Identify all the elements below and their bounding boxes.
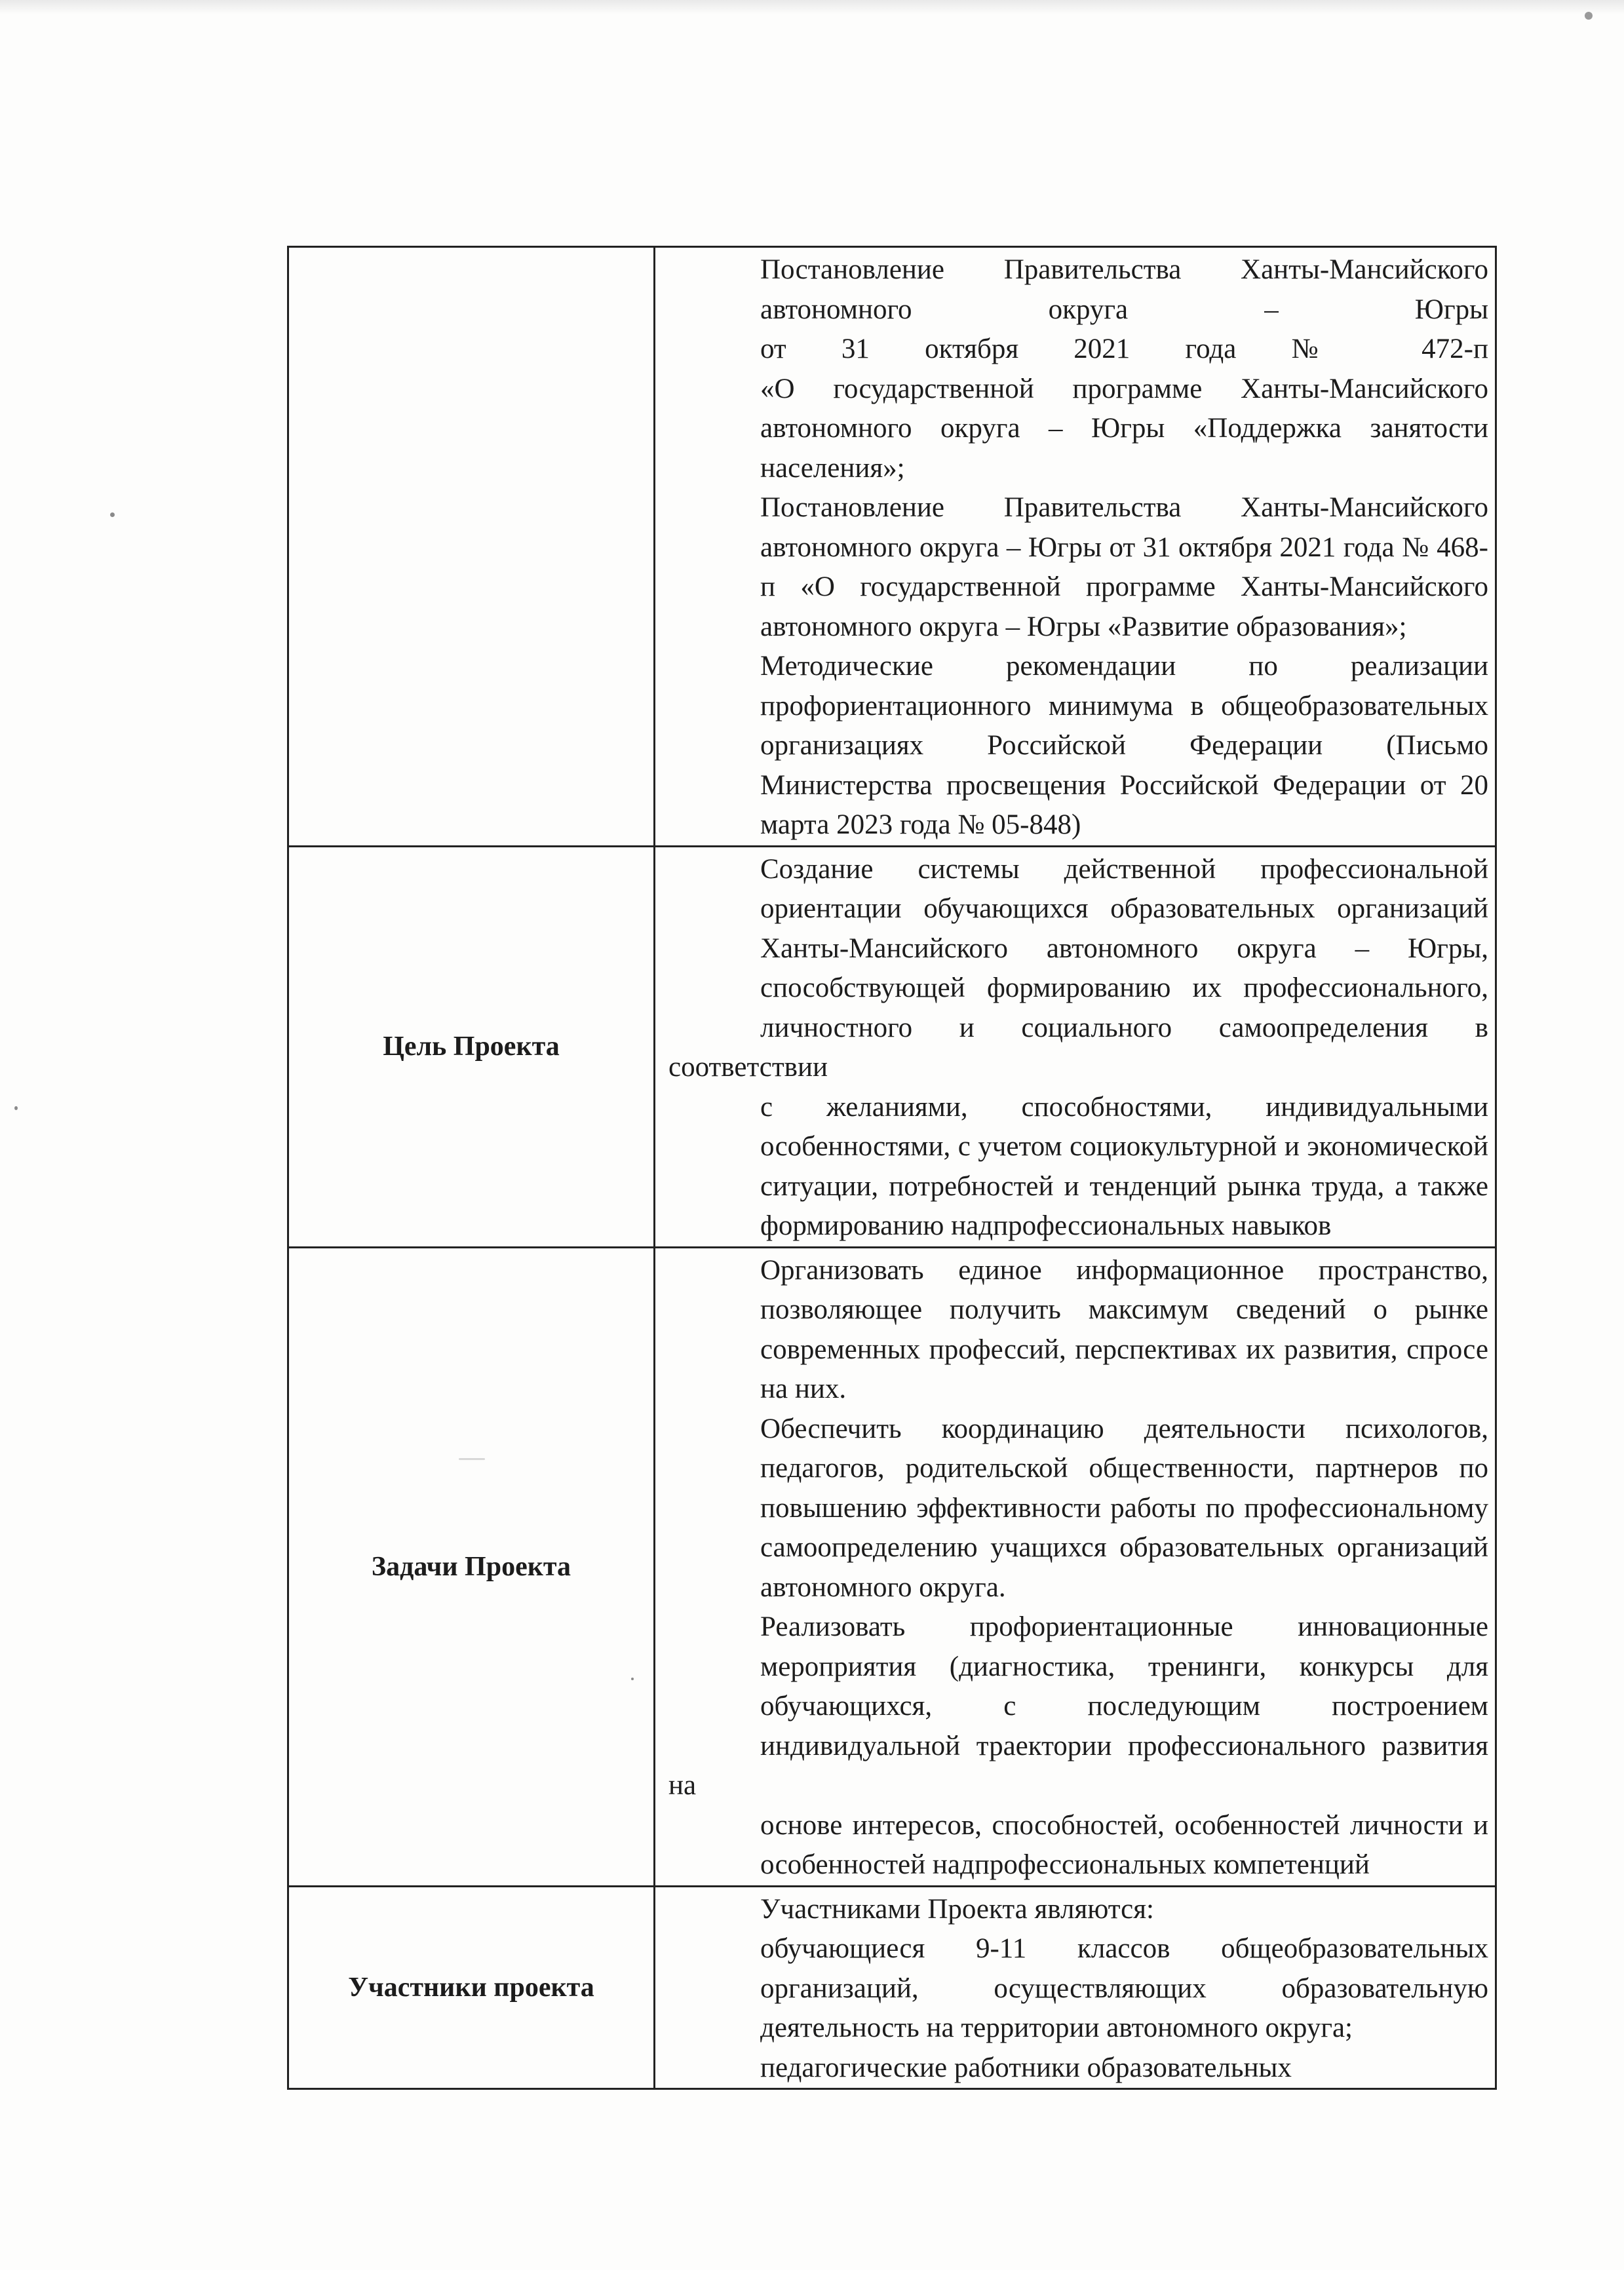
row-content-cell [655, 1886, 1496, 2089]
scan-speck [1585, 12, 1593, 20]
text-line: деятельность на территории автономного округа; [760, 2012, 1353, 2043]
row-content-cell [655, 1247, 1496, 1886]
text-line: современных профессий, перспективах их развития, спросе [760, 1334, 1488, 1365]
content-paragraph [668, 850, 1488, 1246]
text-line: особенностей надпрофессиональных компетенций [760, 1849, 1370, 1880]
scan-top-edge [0, 0, 1624, 14]
row-label: Цель Проекта [383, 1031, 560, 1062]
text-line: организациях Российской Федерации (Письмо [760, 730, 1488, 761]
text-line: индивидуальной траектории профессионального развития на [668, 1730, 1488, 1801]
text-line: формированию надпрофессиональных навыков [760, 1210, 1332, 1241]
table-row [288, 1886, 1496, 2089]
text-line: автономного округа – Югры «Поддержка занятости [760, 413, 1488, 444]
text-line: Министерства просвещения Российской Федерации от 20 [760, 769, 1488, 801]
content-paragraph [668, 647, 1488, 845]
text-line: способствующей формированию их профессионального, [760, 972, 1488, 1003]
row-label-cell [288, 1247, 655, 1886]
text-line: основе интересов, способностей, особенностей личности и [760, 1809, 1488, 1841]
text-line: населения»; [760, 452, 905, 484]
text-line: мероприятия (диагностика, тренинги, конкурсы для [760, 1651, 1488, 1682]
text-line: «О государственной программе Ханты-Мансийского [760, 373, 1488, 404]
row-label-cell [288, 1886, 655, 2089]
text-line: Организовать единое информационное пространство, [760, 1254, 1488, 1286]
text-line: Обеспечить координацию деятельности психологов, [760, 1413, 1488, 1444]
row-label-cell [288, 247, 655, 847]
content-paragraph [668, 250, 1488, 488]
content-paragraph [668, 2049, 1488, 2088]
text-line: ориентации обучающихся образовательных организаций [760, 893, 1488, 924]
text-line: обучающиеся 9-11 классов общеобразовательных [760, 1933, 1488, 1964]
text-line: с желаниями, способностями, индивидуальными [760, 1091, 1488, 1123]
text-line: личностного и социального самоопределения в соответствии [668, 1012, 1488, 1083]
text-line: Участниками Проекта являются: [760, 1893, 1154, 1925]
text-line: организаций, осуществляющих образовательную [760, 1972, 1488, 2004]
text-line: марта 2023 года № 05-848) [760, 809, 1081, 840]
text-line: Постановление Правительства Ханты-Мансийского [760, 254, 1488, 285]
text-line: Реализовать профориентационные инновационные [760, 1611, 1488, 1642]
text-line: повышению эффективности работы по профессиональному [760, 1492, 1488, 1524]
row-label: Задачи Проекта [371, 1551, 571, 1582]
text-line: Ханты-Мансийского автономного округа – Югры, [760, 933, 1488, 964]
scan-speck [14, 1106, 18, 1110]
content-paragraph [668, 1410, 1488, 1608]
table-row [288, 1247, 1496, 1886]
content-paragraph [668, 1929, 1488, 2049]
row-content-cell [655, 846, 1496, 1247]
text-line: Постановление Правительства Ханты-Мансийского [760, 492, 1488, 523]
text-line: автономного округа – Югры от 31 октября 2021 года № 468- [760, 531, 1488, 563]
text-line: на них. [760, 1374, 847, 1404]
text-line: автономного округа – Югры [760, 294, 1488, 325]
text-line: обучающихся, с последующим построением [760, 1691, 1488, 1722]
text-line: автономного округа – Югры «Развитие образования»; [760, 611, 1407, 642]
scan-speck [110, 512, 115, 517]
row-content-cell [655, 247, 1496, 847]
text-line: п «О государственной программе Ханты-Мансийского [760, 571, 1488, 602]
text-line: особенностями, с учетом социокультурной и экономической [760, 1131, 1488, 1162]
text-line: от 31 октября 2021 года № 472-п [760, 334, 1488, 364]
text-line: ситуации, потребностей и тенденций рынка труда, а также [760, 1170, 1488, 1202]
content-paragraph [668, 1251, 1488, 1410]
project-passport-table [287, 246, 1497, 2090]
row-label: Участники проекта [348, 1972, 594, 2003]
content-paragraph [668, 1607, 1488, 1885]
table-row [288, 846, 1496, 1247]
text-line: Методические рекомендации по реализации [760, 651, 1488, 682]
text-line: педагогические работники образовательных [760, 2052, 1292, 2083]
text-line: Создание системы действенной профессиональной [760, 853, 1488, 885]
text-line: самоопределению учащихся образовательных организаций [760, 1532, 1488, 1563]
table-row [288, 247, 1496, 847]
text-line: автономного округа. [760, 1571, 1006, 1603]
content-paragraph [668, 1890, 1488, 1930]
content-paragraph [668, 488, 1488, 647]
text-line: педагогов, родительской общественности, партнеров по [760, 1453, 1488, 1484]
row-label-cell [288, 846, 655, 1247]
text-line: позволяющее получить максимум сведений о рынке [760, 1294, 1488, 1325]
text-line: профориентационного минимума в общеобразовательных [760, 690, 1488, 721]
